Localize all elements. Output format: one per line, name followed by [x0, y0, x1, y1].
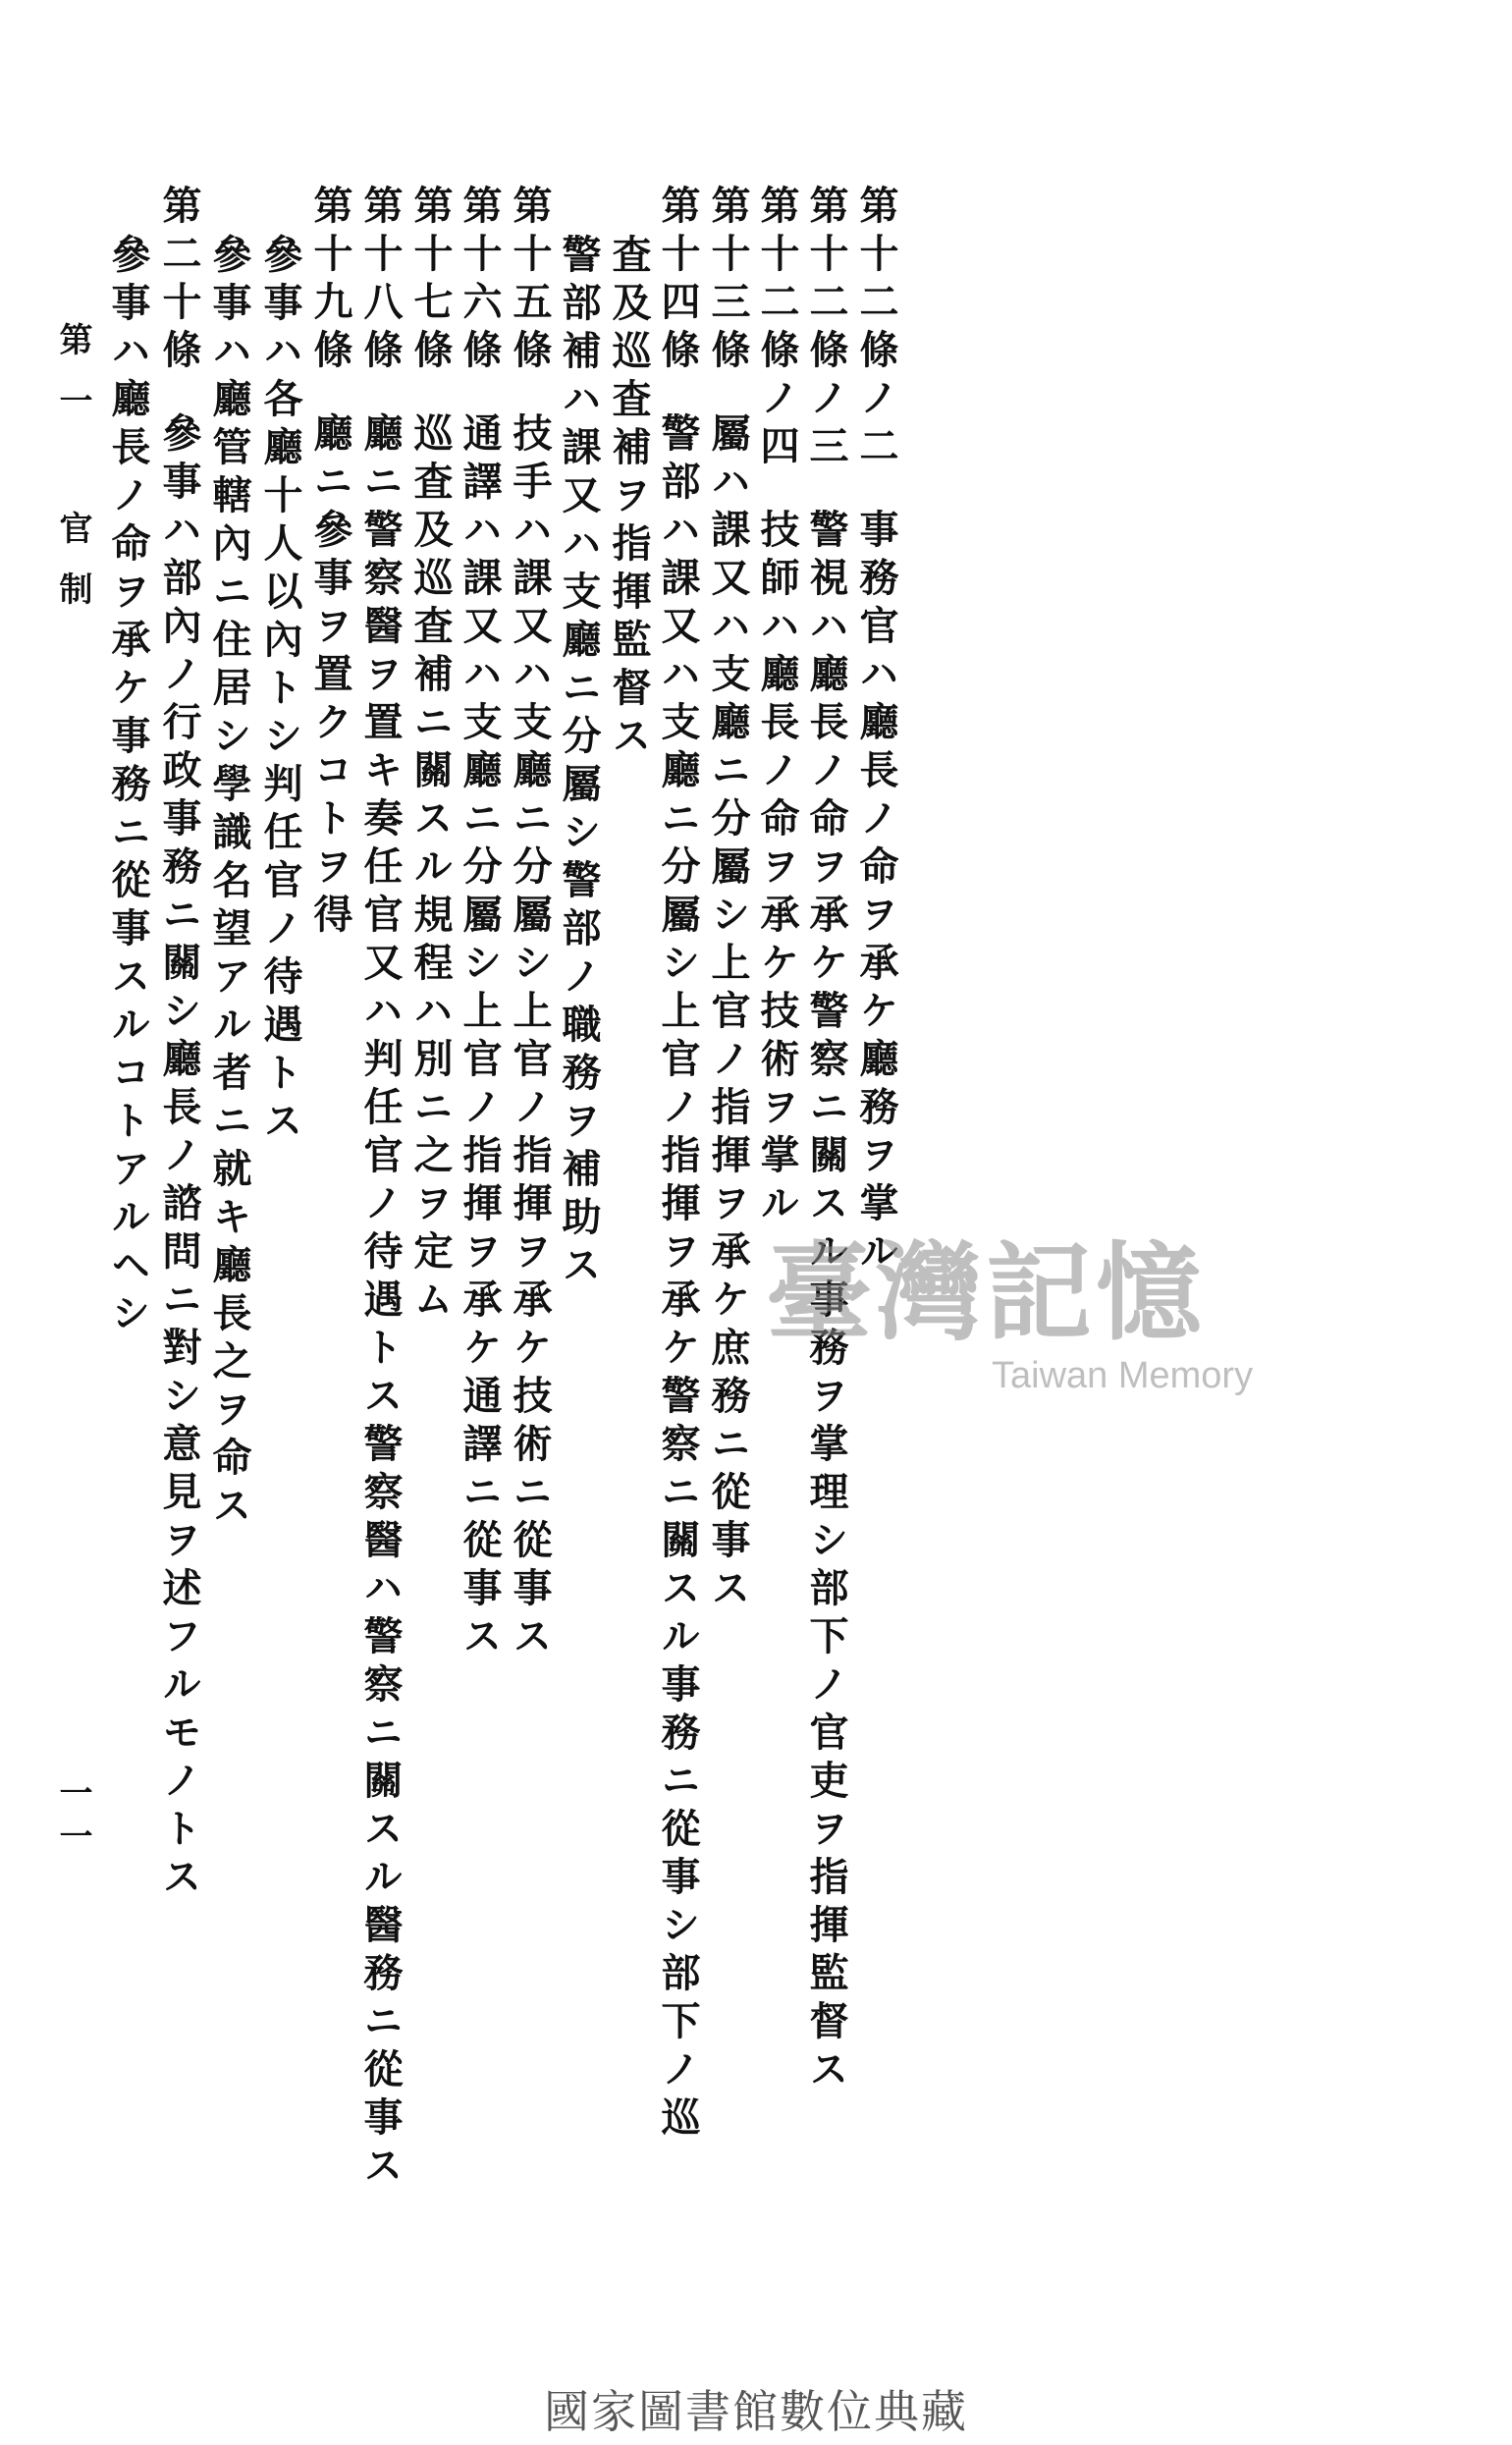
article-20: [156, 185, 202, 1904]
article-text: 警視ハ廳長ノ命ヲ承ケ警察ニ關スル事務ヲ掌理シ部下ノ官吏ヲ指揮監督ス: [803, 509, 849, 2096]
article-19-paragraph-3: [206, 234, 252, 1533]
watermark-subtitle: Taiwan Memory: [992, 1355, 1254, 1396]
article-label: 第十二條ノ四: [754, 185, 800, 473]
article-text: 技手ハ課又ハ支廳ニ分屬シ上官ノ指揮ヲ承ケ技術ニ從事ス: [507, 412, 553, 1663]
article-19-paragraph-2: [257, 234, 303, 1148]
article-text: 事務官ハ廳長ノ命ヲ承ケ廳務ヲ掌ル: [853, 509, 899, 1278]
article-12-3: [803, 185, 849, 2096]
article-text: 參事ハ部內ノ行政事務ニ關シ廳長ノ諮問ニ對シ意見ヲ述フルモノトス: [156, 412, 202, 1904]
article-label: 第十六條: [457, 185, 503, 377]
article-label: 第十二條ノ三: [803, 185, 849, 473]
article-text: 參事ハ各廳十人以內トシ判任官ノ待遇トス: [257, 234, 303, 1148]
article-12-2: [853, 185, 899, 1278]
article-text: 警部補ハ課又ハ支廳ニ分屬シ警部ノ職務ヲ補助ス: [556, 234, 602, 1292]
article-label: 第十二條ノ二: [853, 185, 899, 473]
article-12-4: [754, 185, 800, 1230]
chapter-header: 第一 官制: [53, 322, 92, 632]
article-17: [407, 185, 454, 1327]
article-16: [457, 185, 503, 1663]
page-number: 一一: [53, 1775, 92, 1862]
article-text: 參事ハ廳管轄內ニ住居シ學識名望アル者ニ就キ廳長之ヲ命ス: [206, 234, 252, 1533]
article-text: 巡査及巡査補ニ關スル規程ハ別ニ之ヲ定ム: [407, 412, 454, 1327]
article-text: 通譯ハ課又ハ支廳ニ分屬シ上官ノ指揮ヲ承ケ通譯ニ從事ス: [457, 412, 503, 1663]
article-label: 第十三條: [705, 185, 751, 377]
taiwan-memory-watermark: [766, 1208, 1276, 1424]
article-text: 參事ハ廳長ノ命ヲ承ケ事務ニ從事スルコトアルヘシ: [105, 234, 151, 1340]
article-19: [307, 185, 353, 942]
article-text: 廳ニ警察醫ヲ置キ奏任官又ハ判任官ノ待遇トス警察醫ハ警察ニ關スル醫務ニ從事ス: [357, 412, 404, 2193]
article-text: 技師ハ廳長ノ命ヲ承ケ技術ヲ掌ル: [754, 509, 800, 1230]
footer-credit: 國家圖書館數位典藏: [544, 2385, 968, 2438]
article-text: 屬ハ課又ハ支廳ニ分屬シ上官ノ指揮ヲ承ケ庶務ニ從事ス: [705, 412, 751, 1615]
article-label: 第十五條: [507, 185, 553, 377]
article-label: 第十九條: [307, 185, 353, 377]
article-14-paragraph-2: [556, 234, 602, 1292]
article-label: 第十四條: [655, 185, 701, 377]
article-text: 査及巡査補ヲ指揮監督ス: [606, 234, 652, 763]
watermark-title: 臺灣記憶: [766, 1231, 1207, 1355]
article-13: [705, 185, 751, 1615]
article-15: [507, 185, 553, 1663]
article-text: 警部ハ課又ハ支廳ニ分屬シ上官ノ指揮ヲ承ケ警察ニ關スル事務ニ從事シ部下ノ巡: [655, 412, 701, 2145]
article-14: [655, 185, 701, 2145]
article-text: 廳ニ參事ヲ置クコトヲ得: [307, 412, 353, 942]
article-18: [357, 185, 404, 2193]
article-label: 第十七條: [407, 185, 454, 377]
article-label: 第十八條: [357, 185, 404, 377]
article-label: 第二十條: [156, 185, 202, 377]
article-14-continuation: [606, 234, 652, 763]
article-20-paragraph-2: [105, 234, 151, 1340]
